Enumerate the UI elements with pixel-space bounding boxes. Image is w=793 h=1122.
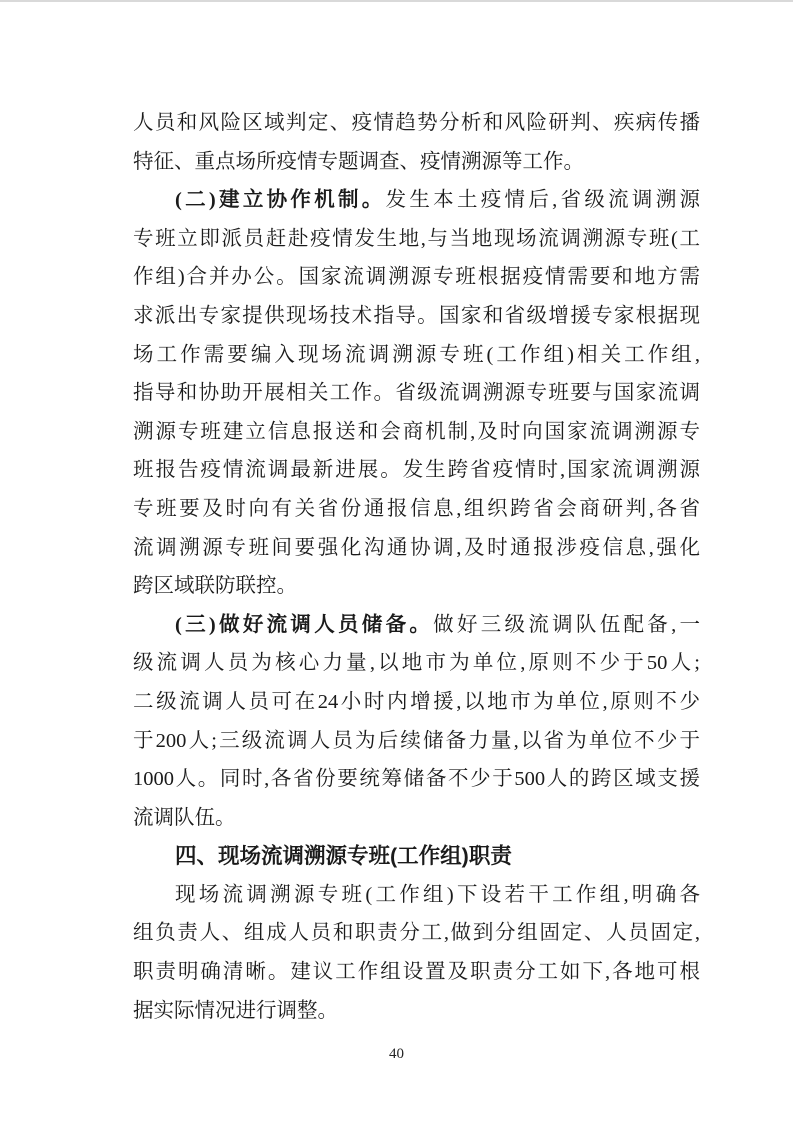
section-heading: 四、现场流调溯源专班(工作组)职责 (175, 844, 512, 869)
text-line-body: 做好三级流调队伍配备,一 (433, 613, 700, 636)
text-line: 跨区域联防联控。 (133, 575, 297, 598)
text-block (133, 104, 700, 1030)
text-line: 二级流调人员可在24小时内增援,以地市为单位,原则不少 (133, 690, 700, 713)
text-line: 流调溯源专班间要强化沟通协调,及时通报涉疫信息,强化 (133, 536, 700, 559)
text-line: 求派出专家提供现场技术指导。国家和省级增援专家根据现 (133, 304, 700, 327)
text-line (133, 181, 700, 220)
subsection-lead: (二)建立协作机制。 (175, 189, 386, 212)
text-line: 特征、重点场所疫情专题调查、疫情溯源等工作。 (133, 150, 584, 173)
text-line: 专班立即派员赶赴疫情发生地,与当地现场流调溯源专班(工 (133, 227, 700, 250)
subsection-lead: (三)做好流调人员储备。 (175, 613, 434, 636)
text-line: 现场流调溯源专班(工作组)下设若干工作组,明确各 (175, 883, 700, 906)
text-line: 作组)合并办公。国家流调溯源专班根据疫情需要和地方需 (133, 266, 700, 289)
text-line: 1000人。同时,各省份要统筹储备不少于500人的跨区域支援 (133, 768, 700, 791)
text-line: 指导和协助开展相关工作。省级流调溯源专班要与国家流调 (133, 382, 700, 405)
scan-edge-artifact (0, 0, 793, 2)
text-line: 流调队伍。 (133, 806, 236, 829)
text-line: 组负责人、组成人员和职责分工,做到分组固定、人员固定, (133, 922, 700, 945)
text-line: 人员和风险区域判定、疫情趋势分析和风险研判、疾病传播 (133, 112, 700, 134)
page-number: 40 (389, 1046, 404, 1062)
text-line (133, 606, 700, 645)
text-line: 溯源专班建立信息报送和会商机制,及时向国家流调溯源专 (133, 420, 700, 443)
text-line: 专班要及时向有关省份通报信息,组织跨省会商研判,各省 (133, 497, 700, 520)
text-line: 班报告疫情流调最新进展。发生跨省疫情时,国家流调溯源 (133, 459, 700, 482)
text-line: 于200人;三级流调人员为后续储备力量,以省为单位不少于 (133, 729, 700, 752)
text-line-body: 发生本土疫情后,省级流调溯源 (385, 189, 700, 212)
text-line: 职责明确清晰。建议工作组设置及职责分工如下,各地可根 (133, 961, 700, 984)
text-line: 级流调人员为核心力量,以地市为单位,原则不少于50人; (133, 652, 700, 675)
text-line: 据实际情况进行调整。 (133, 999, 338, 1022)
text-line: 场工作需要编入现场流调溯源专班(工作组)相关工作组, (133, 343, 700, 366)
